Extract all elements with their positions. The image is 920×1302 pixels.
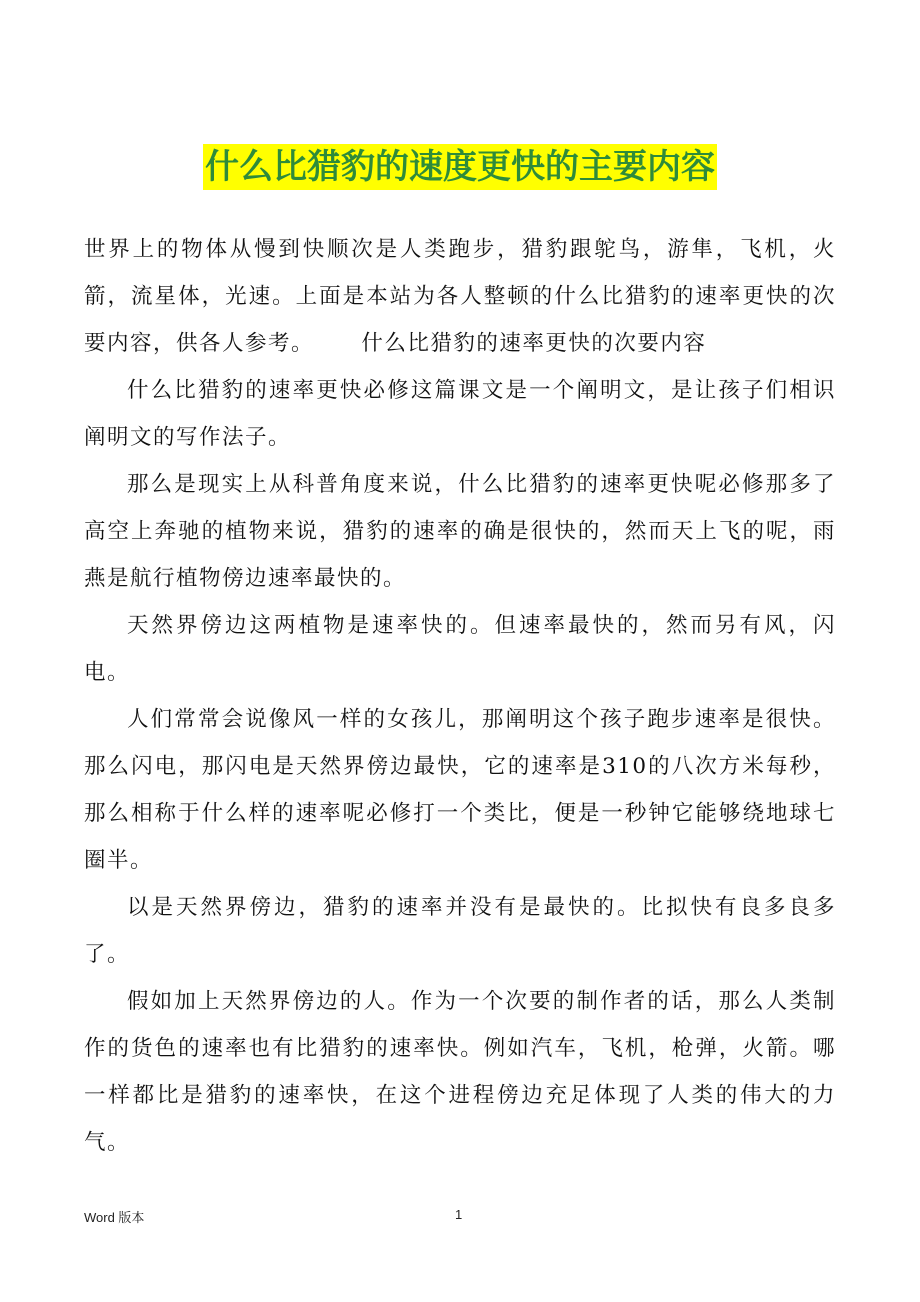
- document-title: 什么比猎豹的速度更快的主要内容: [203, 144, 717, 190]
- body-paragraph-6: 假如加上天然界傍边的人。作为一个次要的制作者的话，那么人类制作的货色的速率也有比猎豹的速率快。例如汽车，飞机，枪弹，火箭。哪一样都比是猎豹的速率快，在这个进程傍边充足体现了人类的伟大的力气。: [84, 989, 836, 1155]
- title-container: [0, 144, 920, 190]
- body-paragraph-5: 以是天然界傍边，猎豹的速率并没有是最快的。比拟快有良多良多了。: [84, 895, 836, 967]
- inline-heading: 什么比猎豹的速率更快的次要内容: [361, 331, 707, 356]
- page-number: 1: [455, 1207, 463, 1222]
- body-paragraph-1: 什么比猎豹的速率更快必修这篇课文是一个阐明文，是让孩子们相识阐明文的写作法子。: [84, 378, 836, 450]
- body-paragraph-4: 人们常常会说像风一样的女孩儿，那阐明这个孩子跑步速率是很快。那么闪电，那闪电是天然界傍边最快，它的速率是310的八次方米每秒，那么相称于什么样的速率呢必修打一个类比，便是一秒钟它能够绕地球七圈半。: [84, 707, 836, 873]
- footer-label: Word 版本: [84, 1210, 145, 1225]
- body-paragraph-2: 那么是现实上从科普角度来说，什么比猎豹的速率更快呢必修那多了高空上奔驰的植物来说，猎豹的速率的确是很快的，然而天上飞的呢，雨燕是航行植物傍边速率最快的。: [84, 472, 836, 591]
- document-body: [84, 226, 836, 1166]
- intro-text: 世界上的物体从慢到快顺次是人类跑步，猎豹跟鸵鸟，游隼，飞机，火箭，流星体，光速。上面是本站为各人整顿的什么比猎豹的速率更快的次要内容，供各人参考。: [84, 237, 836, 356]
- intro-paragraph: [84, 226, 836, 367]
- body-paragraph-3: 天然界傍边这两植物是速率快的。但速率最快的，然而另有风，闪电。: [84, 613, 836, 685]
